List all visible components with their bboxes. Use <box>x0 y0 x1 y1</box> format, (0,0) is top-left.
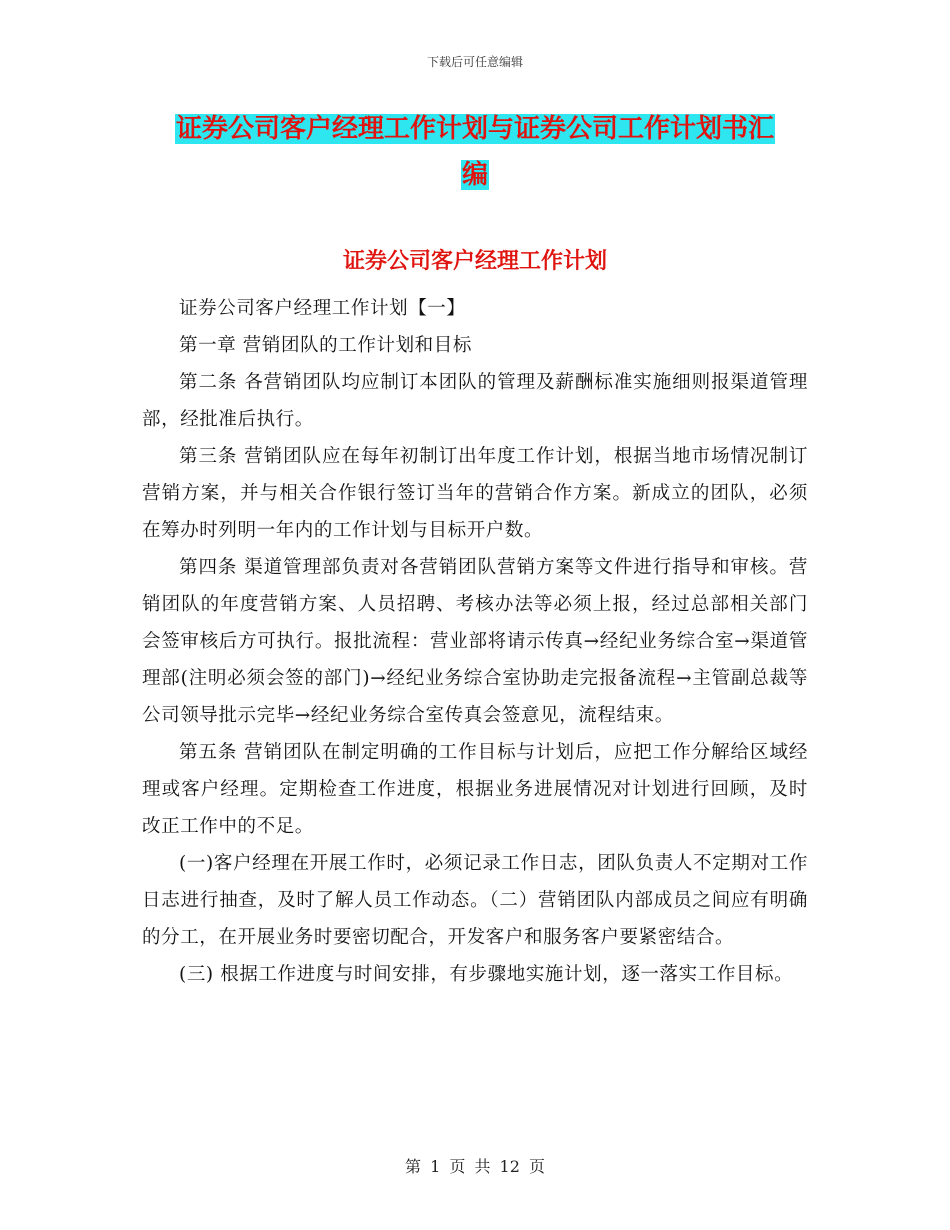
paragraph: 第五条 营销团队在制定明确的工作目标与计划后，应把工作分解给区域经理或客户经理。定期检查工作进度，根据业务进展情况对计划进行回顾，及时改正工作中的不足。 <box>142 742 808 837</box>
document-title-line-2: 编 <box>461 160 488 190</box>
paragraph: 第三条 营销团队应在每年初制订出年度工作计划，根据当地市场情况制订营销方案，并与相关合作银行签订当年的营销合作方案。新成立的团队，必须在筹办时列明一年内的工作计划与目标开户数。 <box>142 446 808 541</box>
paragraph: (一)客户经理在开展工作时，必须记录工作日志，团队负责人不定期对工作日志进行抽查，及时了解人员工作动态。（二）营销团队内部成员之间应有明确的分工，在开展业务时要密切配合，开发客户和服务客户要紧密结合。 <box>142 853 808 948</box>
paragraph: 第二条 各营销团队均应制订本团队的管理及薪酬标准实施细则报渠道管理部，经批准后执行。 <box>142 372 808 430</box>
paragraph: (三) 根据工作进度与时间安排，有步骤地实施计划，逐一落实工作目标。 <box>179 964 794 985</box>
document-title <box>140 106 810 198</box>
section-title: 证券公司客户经理工作计划 <box>342 249 607 274</box>
page-header-note: 下载后可任意编辑 <box>426 55 523 69</box>
document-body <box>142 290 808 993</box>
paragraph: 证券公司客户经理工作计划【一】 <box>179 298 466 319</box>
document-title-line-1: 证券公司客户经理工作计划与证券公司工作计划书汇 <box>175 114 774 144</box>
paragraph: 第一章 营销团队的工作计划和目标 <box>179 335 472 356</box>
paragraph: 第四条 渠道管理部负责对各营销团队营销方案等文件进行指导和审核。营销团队的年度营销方案、人员招聘、考核办法等必须上报，经过总部相关部门会签审核后方可执行。报批流程：营业部将请示传真→经纪业务综合室→渠道管理部(注明必须会签的部门)→经纪业务综合室协助走完报备流程→主管副总裁等公司领导批示完毕→经纪业务综合室传真会签意见，流程结束。 <box>142 557 808 726</box>
page-footer: 第 1 页 共 12 页 <box>405 1157 545 1176</box>
